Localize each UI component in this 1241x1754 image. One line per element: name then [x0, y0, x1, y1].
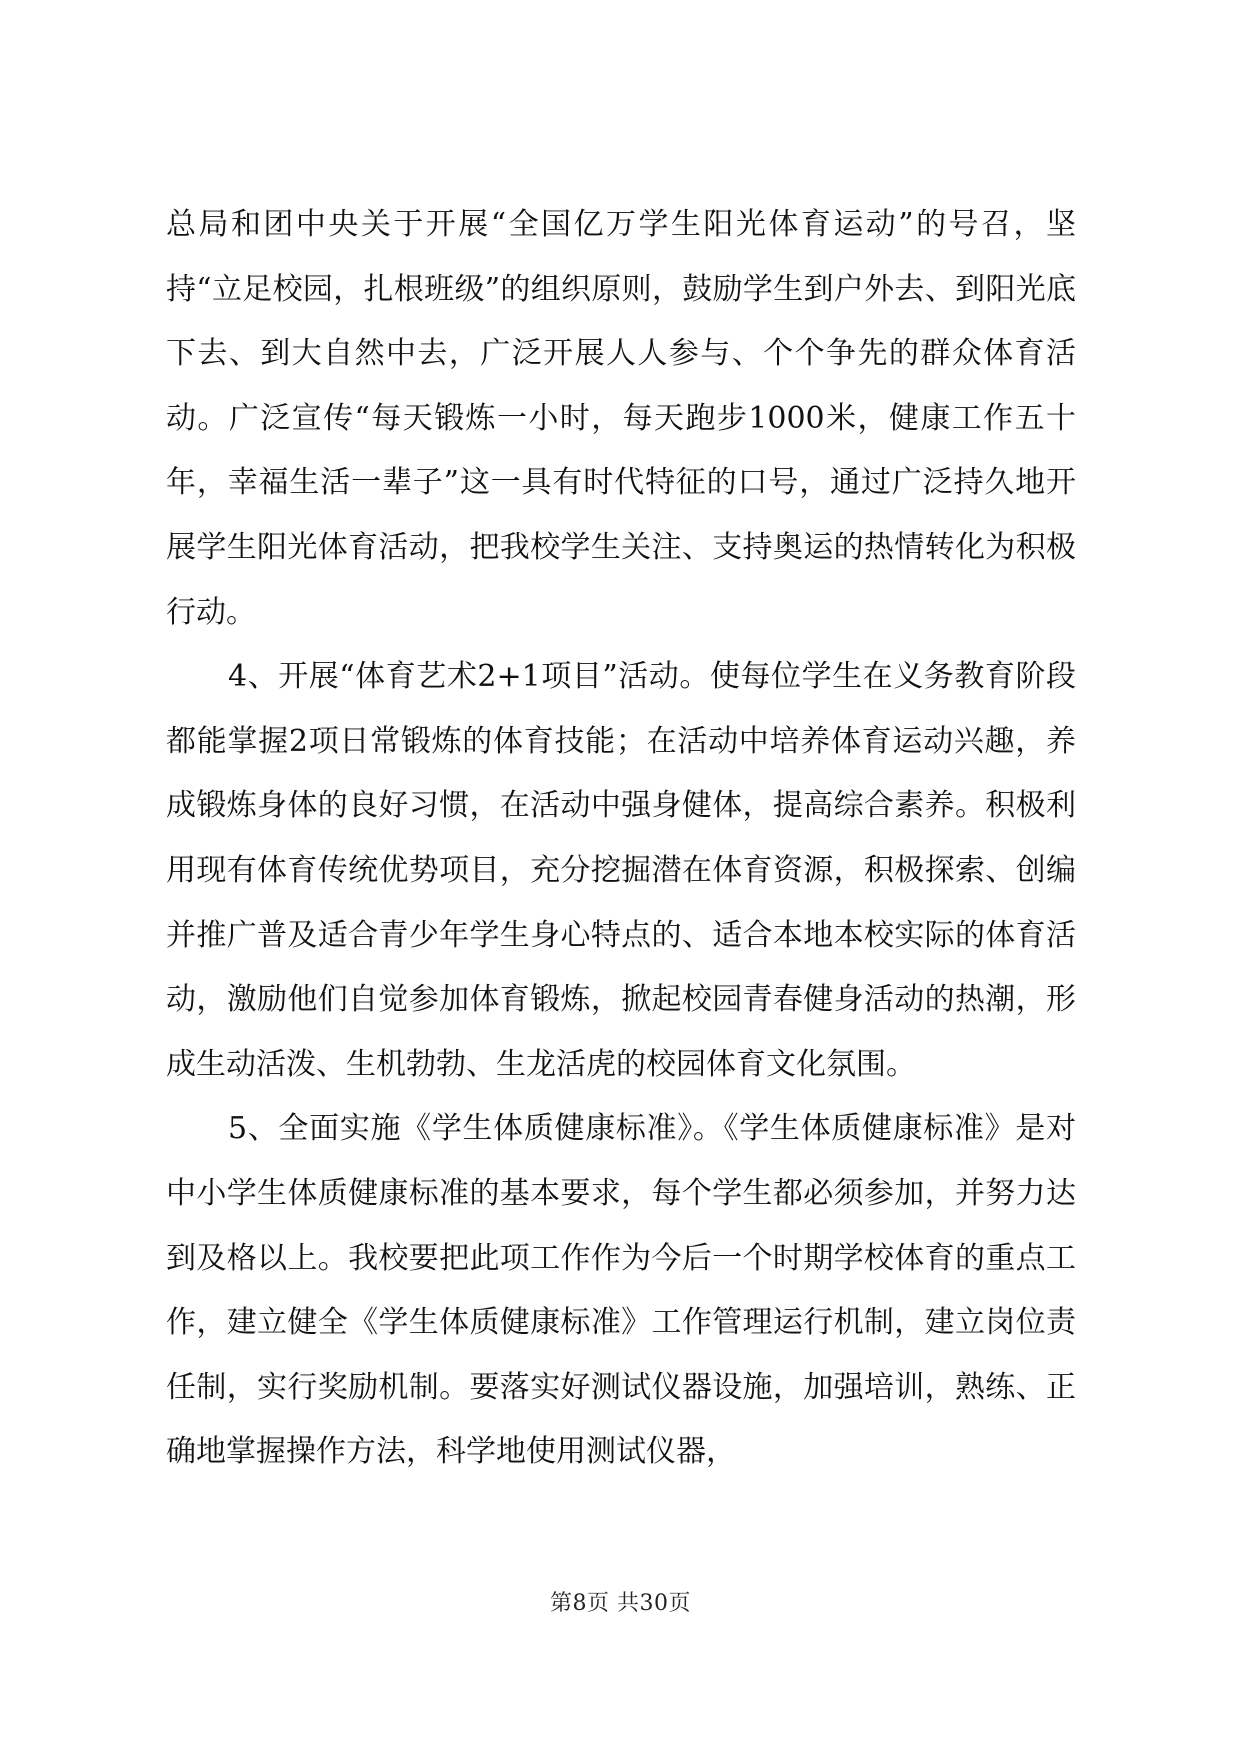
paragraph-3: 5、全面实施《学生体质健康标准》。《学生体质健康标准》是对中小学生体质健康标准的基本要求，每个学生都必须参加，并努力达到及格以上。我校要把此项工作作为今后一个时期学校体育的重点工作，建立健全《学生体质健康标准》工作管理运行机制，建立岗位责任制，实行奖励机制。要落实好测试仪器设施，加强培训，熟练、正确地掌握操作方法，科学地使用测试仪器， — [166, 1111, 1076, 1470]
paragraph-2: 4、开展“体育艺术2+1项目”活动。使每位学生在义务教育阶段都能掌握2项日常锻炼的体育技能；在活动中培养体育运动兴趣，养成锻炼身体的良好习惯，在活动中强身健体，提高综合素养。积极利用现有体育传统优势项目，充分挖掘潜在体育资源，积极探索、创编并推广普及适合青少年学生身心特点的、适合本地本校实际的体育活动，激励他们自觉参加体育锻炼，掀起校园青春健身活动的热潮，形成生动活泼、生机勃勃、生龙活虎的校园体育文化氛围。 — [166, 659, 1076, 1082]
document-body — [166, 193, 1076, 1485]
page-footer: 第8页 共30页 — [550, 1591, 691, 1616]
paragraph-1: 总局和团中央关于开展“全国亿万学生阳光体育运动”的号召，坚持“立足校园，扎根班级”的组织原则，鼓励学生到户外去、到阳光底下去、到大自然中去，广泛开展人人参与、个个争先的群众体育活动。广泛宣传“每天锻炼一小时，每天跑步1000米，健康工作五十年，幸福生活一辈子”这一具有时代特征的口号，通过广泛持久地开展学生阳光体育活动，把我校学生关注、支持奥运的热情转化为积极行动。 — [166, 207, 1076, 630]
